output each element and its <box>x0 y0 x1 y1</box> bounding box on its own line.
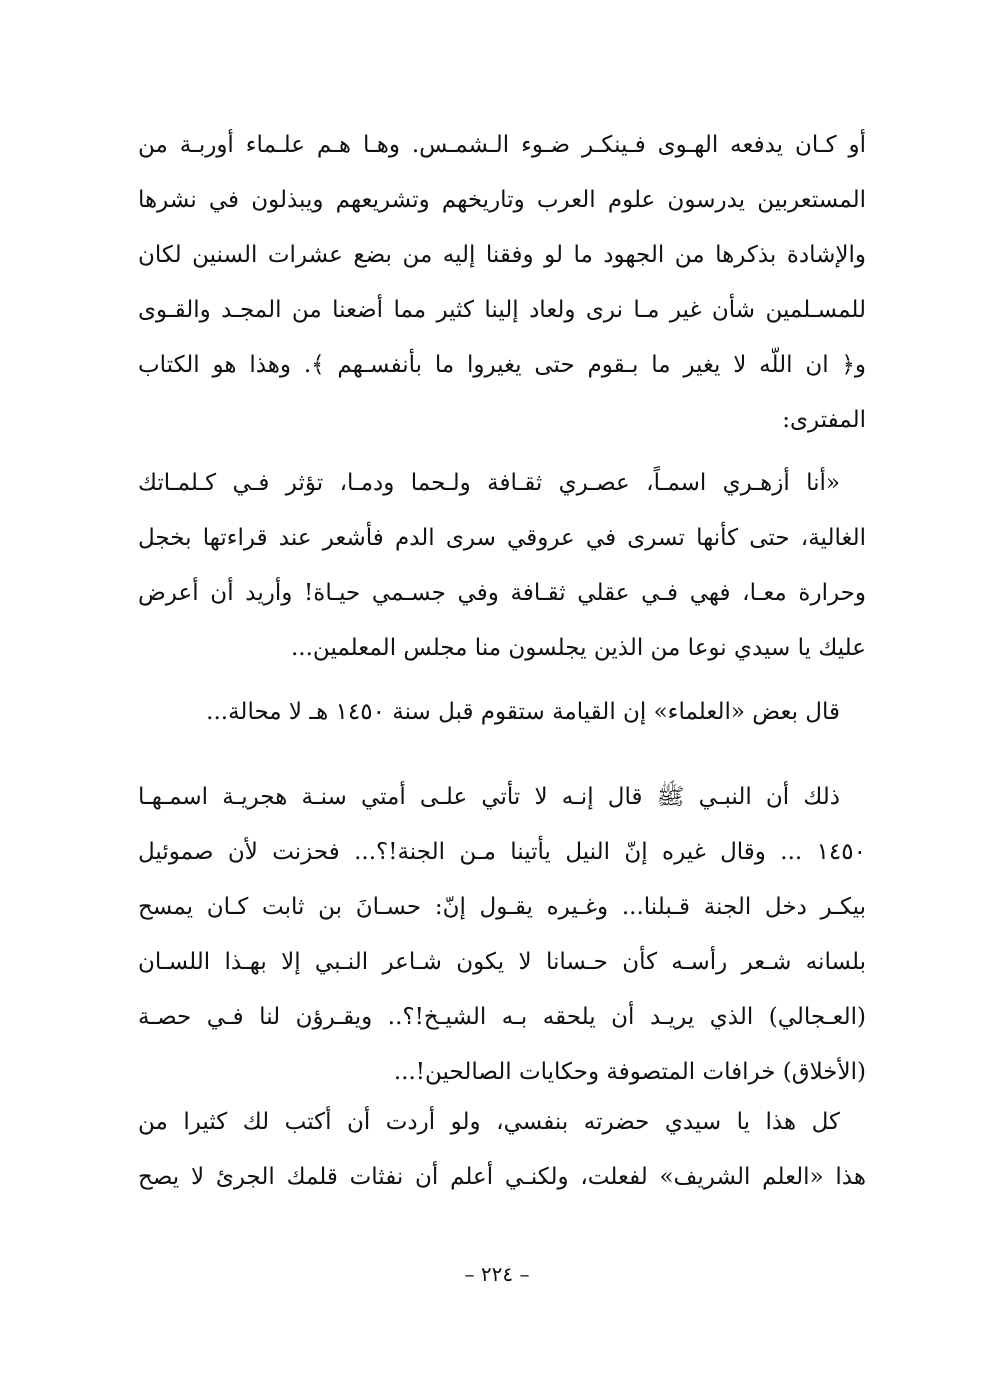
paragraph-2-quote <box>138 456 866 676</box>
text-line: أو كـان يدفعه الهـوى فـينكـر ضـوء الـشمـس. وهـا هـم علـماء أوربـة من <box>138 132 866 158</box>
text-line: الغالية، حتى كأنها تسرى في عروقي سرى الدم فأشعر عند قراءتها بخجل <box>138 525 866 551</box>
text-line: وحرارة معـا، فهي فـي عقلي ثقـافة وفي جسـمي حيـاة! وأريد أن أعرض <box>138 580 866 606</box>
text-line: كل هذا يا سيدي حضرته بنفسي، ولو أردت أن أكتب لك كثيرا من <box>138 1109 840 1135</box>
text-line: المستعربين يدرسون علوم العرب وتاريخهم وتشريعهم ويبذلون في نشرها <box>138 187 866 213</box>
page-number: – ٢٢٤ – <box>464 1262 530 1286</box>
text-line: بيكـر دخل الجنة قـبلنا... وغـيره يقـول إنّ: حسـانَ بن ثابت كـان يمسح <box>138 894 866 920</box>
text-line: «أنا أزهـري اسمـاً، عصـري ثقـافة ولـحما ودمـا، تؤثر فـي كـلمـاتك <box>138 470 840 496</box>
text-line: ١٤٥٠ ... وقال غيره إنّ النيل يأتينا مـن الجنة!؟... فحزنت لأن صموئيل <box>138 839 866 865</box>
paragraph-1 <box>138 118 866 448</box>
paragraph-4 <box>138 770 866 1100</box>
paragraph-5 <box>138 1095 866 1205</box>
text-line: هذا «العلم الشريف» لفعلت، ولكنـي أعلم أن نفثات قلمك الجرئ لا يصح <box>138 1164 866 1190</box>
text-line: ذلك أن النبـي ﷺ قال إنـه لا تأتي علـى أمتي سنـة هجريـة اسمـهـا <box>138 784 840 810</box>
text-line: والإشادة بذكرها من الجهود ما لو وفقنا إليه من بضع عشرات السنين لكان <box>138 242 866 268</box>
text-line: للمسـلمين شأن غير مـا نرى ولعاد إلينا كثير مما أضعنا من المجـد والقـوى <box>138 297 866 323</box>
text-line: بلسانه شـعر رأسـه كأن حـسانا لا يكون شـاعر النـبي إلا بهـذا اللسـان <box>138 949 866 975</box>
text-line: المفترى: <box>782 407 866 433</box>
paragraph-3 <box>138 685 866 740</box>
text-line: عليك يا سيدي نوعا من الذين يجلسون منا مجلس المعلمين... <box>291 635 866 661</box>
text-line: (العـجالي) الذي يريـد أن يلحقه بـه الشيـخ!؟.. ويقـرؤن لنا فـي حصـة <box>138 1004 866 1030</box>
text-line: و﴿ ان اللّه لا يغير ما بـقوم حتى يغيروا ما بأنفسـهم ﴾. وهذا هو الكتاب <box>138 352 866 378</box>
text-line: (الأخلاق) خرافات المتصوفة وحكايات الصالحين!... <box>393 1059 866 1085</box>
text-line: قال بعض «العلماء» إن القيامة ستقوم قبل سنة ١٤٥٠ هـ لا محالة... <box>206 699 840 725</box>
